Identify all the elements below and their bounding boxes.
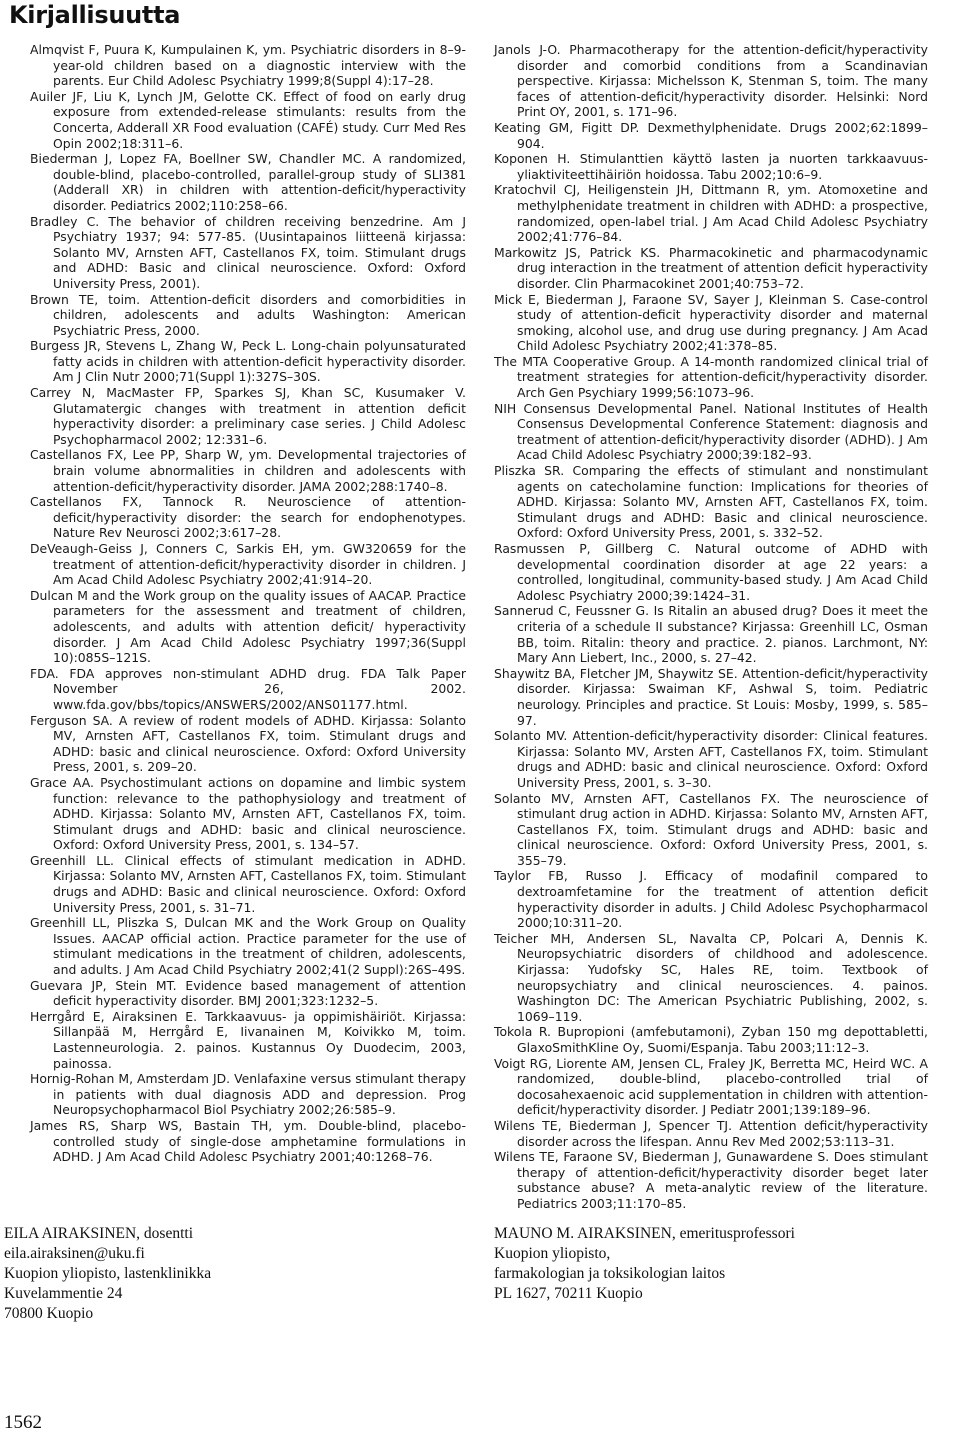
reference-entry: Pliszka SR. Comparing the effects of stimulant and nonstimulant agents on catecholamine function: Implications for theories of ADHD. Kirjassa: Solanto MV, Arnsten AFT, Castellanos FX, toim. Stimulant drugs and ADHD: Basic and clinical neuroscience. Oxford: Oxford University Press, 2001, s. 332–52. xyxy=(494,463,928,541)
author-name: EILA AIRAKSINEN, dosentti xyxy=(4,1225,194,1242)
reference-entry: Castellanos FX, Lee PP, Sharp W, ym. Developmental trajectories of brain volume abnormalities in children and adolescents with attention-deficit/hyperactivity disorder. JAMA 2002;288:1740–8. xyxy=(30,447,466,494)
reference-entry: Carrey N, MacMaster FP, Sparkes SJ, Khan SC, Kusumaker V. Glutamatergic changes with treatment in attention deficit hyperactivity disorder: a preliminary case series. J Child Adolesc Psychopharmacol 2002; 12:331–6. xyxy=(30,385,466,447)
author-email: eila.airaksinen@uku.fi xyxy=(4,1245,145,1262)
reference-entry: Auiler JF, Liu K, Lynch JM, Gelotte CK. Effect of food on early drug exposure from extended-release stimulants: results from the Concerta, Adderall XR Food evaluation (CAFÉ) study. Curr Med Res Opin 2002;18:311–6. xyxy=(30,88,466,151)
reference-entry: Teicher MH, Andersen SL, Navalta CP, Polcari A, Dennis K. Neuropsychiatric disorders of childhood and adolescence. Kirjassa: Yudofsky SC, Hales RE, toim. Textbook of neuropsychiatry and clinical neurosciences. 4. painos. Washington DC: The American Psychiatric Publishing, 2002, s. 1069–119. xyxy=(494,930,928,1024)
reference-entry: James RS, Sharp WS, Bastain TH, ym. Double-blind, placebo-controlled study of single-dose amphetamine formulations in ADHD. J Am Acad Child Adolesc Psychiatry 2001;40:1268–76. xyxy=(30,1117,466,1165)
reference-entry: DeVeaugh-Geiss J, Conners C, Sarkis EH, ym. GW320659 for the treatment of attention-deficit/hyperactivity disorder in children. J Am Acad Child Adolesc Psychiatry 2002;41:914–20. xyxy=(30,541,466,588)
reference-entry: Greenhill LL, Pliszka S, Dulcan MK and the Work Group on Quality Issues. AACAP official action. Practice parameter for the use of stimulant medications in the treatment of children, adolescents, and adults. J Am Acad Child Psychiatry 2002;41(2 Suppl):26S–49S. xyxy=(30,915,466,978)
reference-entry: Solanto MV. Attention-deficit/hyperactivity disorder: Clinical features. Kirjassa: Solanto MV, Arsten AFT, Castellanos FX, toim. Stimulant drugs and ADHD: basic and clinical neuroscience. Oxford: Oxford University Press, 2001, s. 3–30. xyxy=(494,728,928,790)
references-right-column xyxy=(494,42,928,1212)
author-address-right xyxy=(494,1224,795,1304)
reference-entry: Keating GM, Figitt DP. Dexmethylphenidate. Drugs 2002;62:1899–904. xyxy=(494,119,928,151)
reference-entry: Guevara JP, Stein MT. Evidence based management of attention deficit hyperactivity disorder. BMJ 2001;323:1232–5. xyxy=(30,977,466,1009)
references-left-column xyxy=(30,42,466,1165)
page-number: 1562 xyxy=(4,1412,42,1433)
reference-entry: Markowitz JS, Patrick KS. Pharmacokinetic and pharmacodynamic drug interaction in the treatment of attention deficit hyperactivity disorder. Clin Pharmacokinet 2001;40:753–72. xyxy=(494,244,928,291)
reference-entry: Biederman J, Lopez FA, Boellner SW, Chandler MC. A randomized, double-blind, placebo-controlled, parallel-group study of SLI381 (Adderall XR) in children with attention-deficit/hyperactivity disorder. Pediatrics 2002;110:258–66. xyxy=(30,151,466,213)
reference-entry: Janols J-O. Pharmacotherapy for the attention-deficit/hyperactivity disorder and comorbid conditions from a Scandinavian perspective. Kirjassa: Michelsson K, Stenman S, toim. The many faces of attention-deficit/hyperactivity disorder. Helsinki: Nord Print OY, 2001, s. 171–96. xyxy=(494,42,928,120)
author-name: MAUNO M. AIRAKSINEN, emeritusprofessori xyxy=(494,1225,795,1242)
reference-entry: Shaywitz BA, Fletcher JM, Shaywitz SE. Attention-deficit/hyperactivity disorder. Kirjassa: Swaiman KF, Ashwal S, toim. Pediatric neurology. Principles and practice. St Louis: Mosby, 1999, s. 585–97. xyxy=(494,665,928,728)
reference-entry: Bradley C. The behavior of children receiving benzedrine. Am J Psychiatry 1937; 94: 577-85. (Uusintapainos liitteenä kirjassa: Solanto MV, Arnsten AFT, Castellanos FX, toim. Stimulant drugs and ADHD: Basic and clinical neuroscience. Oxford: Oxford University Press, 2001). xyxy=(30,213,466,291)
reference-entry: Mick E, Biederman J, Faraone SV, Sayer J, Kleinman S. Case-control study of attention-deficit hyperactivity disorder and maternal smoking, alcohol use, and drug use during pregnancy. J Am Acad Child Adolesc Psychiatry 2002;41:378–85. xyxy=(494,291,928,354)
reference-entry: Wilens TE, Biederman J, Spencer TJ. Attention deficit/hyperactivity disorder across the lifespan. Annu Rev Med 2002;53:113–31. xyxy=(494,1117,928,1149)
author-street: Kuvelammentie 24 xyxy=(4,1285,123,1302)
reference-entry: Koponen H. Stimulanttien käyttö lasten ja nuorten tarkkaavuus-yliaktiviteettihäiriön hoidossa. Tabu 2002;10:6–9. xyxy=(494,151,928,182)
reference-entry: Taylor FB, Russo J. Efficacy of modafinil compared to dextroamfetamine for the treatment of attention deficit hyperactivity disorder in adults. J Child Adolesc Psychopharmacol 2000;10:311–20. xyxy=(494,868,928,931)
reference-entry: Almqvist F, Puura K, Kumpulainen K, ym. Psychiatric disorders in 8–9-year-old children based on a diagnostic interview with the parents. Eur Child Adolesc Psychiatry 1999;8(Suppl 4):17–28. xyxy=(30,42,466,89)
reference-entry: Grace AA. Psychostimulant actions on dopamine and limbic system function: relevance to the pathophysiology and treatment of ADHD. Kirjassa: Solanto MV, Arnsten AFT, Castellanos FX, toim. Stimulant drugs and ADHD: basic and clinical neuroscience. Oxford: Oxford University Press, 2001, s. 134–57. xyxy=(30,774,466,853)
reference-entry: Wilens TE, Faraone SV, Biederman J, Gunawardene S. Does stimulant therapy of attention-deficit/hyperactivity disorder beget later substance abuse? A meta-analytic review of the literature. Pediatrics 2003;11:170–85. xyxy=(494,1149,928,1211)
reference-entry: NIH Consensus Developmental Panel. National Institutes of Health Consensus Developmental Conference Statement: diagnosis and treatment of attention-deficit/hyperactivity disorder (ADHD). J Am Acad Child Adolesc Psychiatry 2000;39:182–93. xyxy=(494,400,928,463)
author-postal: 70800 Kuopio xyxy=(4,1305,94,1322)
author-postal: PL 1627, 70211 Kuopio xyxy=(494,1285,643,1302)
reference-entry: Dulcan M and the Work group on the quality issues of AACAP. Practice parameters for the assessment and treatment of children, adolescents, and adults with attention deficit/ hyperactivity disorder. J Am Acad Child Adolesc Psychiatry 1997;36(Suppl 10):085S–121S. xyxy=(30,587,466,666)
reference-entry: The MTA Cooperative Group. A 14-month randomized clinical trial of treatment strategies for attention-deficit/hyperactivity disorder. Arch Gen Psychiary 1999;56:1073–96. xyxy=(494,353,928,401)
reference-entry: Rasmussen P, Gillberg C. Natural outcome of ADHD with developmental coordination disorder at age 22 years: a controlled, longitudinal, community-based study. J Am Acad Child Adolesc Psychiatry 2000;39:1424–31. xyxy=(494,541,928,603)
reference-entry: Kratochvil CJ, Heiligenstein JH, Dittmann R, ym. Atomoxetine and methylphenidate treatment in children with ADHD: a prospective, randomized, open-label trial. J Am Acad Child Adolesc Psychiatry 2002;41:776–84. xyxy=(494,182,928,245)
reference-entry: Ferguson SA. A review of rodent models of ADHD. Kirjassa: Solanto MV, Arnsten AFT, Castellanos FX, toim. Stimulant drugs and ADHD: basic and clinical neuroscience. Oxford: Oxford University Press, 2001, s. 209–20. xyxy=(30,712,466,775)
reference-entry: Castellanos FX, Tannock R. Neuroscience of attention-deficit/hyperactivity disorder: the search for endophenotypes. Nature Rev Neurosci 2002;3:617–28. xyxy=(30,494,466,541)
reference-entry: Tokola R. Bupropioni (amfebutamoni), Zyban 150 mg depottabletti, GlaxoSmithKline Oy, Suomi/Espanja. Tabu 2003;11:12–3. xyxy=(494,1024,928,1055)
author-affiliation: Kuopion yliopisto, lastenklinikka xyxy=(4,1265,212,1282)
reference-entry: Solanto MV, Arnsten AFT, Castellanos FX. The neuroscience of stimulant drug action in ADHD. Kirjassa: Solanto MV, Arnsten AFT, Castellanos FX, toim. Stimulant drugs and ADHD: basic and clinical neuroscience. Oxford: Oxford University Press, 2001, s. 355–79. xyxy=(494,790,928,868)
author-department: farmakologian ja toksikologian laitos xyxy=(494,1265,726,1282)
reference-entry: Burgess JR, Stevens L, Zhang W, Peck L. Long-chain polyunsaturated fatty acids in children with attention-deficit hyperactivity disorder. Am J Clin Nutr 2000;71(Suppl 1):327S–30S. xyxy=(30,338,466,385)
reference-entry: Greenhill LL. Clinical effects of stimulant medication in ADHD. Kirjassa: Solanto MV, Arnsten AFT, Castellanos FX, toim. Stimulant drugs and ADHD: Basic and clinical neuroscience. Oxford: Oxford University Press, 2001, s. 31–71. xyxy=(30,852,466,915)
reference-entry: Hornig-Rohan M, Amsterdam JD. Venlafaxine versus stimulant therapy in patients with dual diagnosis ADD and depression. Prog Neuropsychopharmacol Biol Psychiatry 2002;26:585–9. xyxy=(30,1071,466,1118)
reference-entry: Brown TE, toim. Attention-deficit disorders and comorbidities in children, adolescents and adults Washington: American Psychiatric Press, 2000. xyxy=(30,291,466,338)
section-heading: Kirjallisuutta xyxy=(9,1,181,29)
reference-entry: FDA. FDA approves non-stimulant ADHD drug. FDA Talk Paper November 26, 2002. www.fda.gov/bbs/topics/ANSWERS/2002/ANS01177.html. xyxy=(30,665,466,712)
reference-entry: Voigt RG, Liorente AM, Jensen CL, Fraley JK, Berretta MC, Heird WC. A randomized, double-blind, placebo-controlled trial of docosahexaenoic acid supplementation in children with attention-deficit/hyperactivity disorder. J Pediatr 2001;139:189–96. xyxy=(494,1055,928,1118)
reference-entry: Sannerud C, Feussner G. Is Ritalin an abused drug? Does it meet the criteria of a schedule II substance? Kirjassa: Greenhill LC, Osman BB, toim. Ritalin: theory and practice. 2. pianos. Larchmont, NY: Mary Ann Liebert, Inc., 2000, s. 27–42. xyxy=(494,603,928,666)
author-address-left xyxy=(4,1224,211,1324)
author-affiliation: Kuopion yliopisto, xyxy=(494,1245,611,1262)
reference-entry: Herrgård E, Airaksinen E. Tarkkaavuus- ja oppimishäiriöt. Kirjassa: Sillanpää M, Herrgård E, Iivanainen M, Koivikko M, toim. Lastenneurologia. 2. painos. Kustannus Oy Duodecim, 2003, painossa. xyxy=(30,1008,466,1071)
